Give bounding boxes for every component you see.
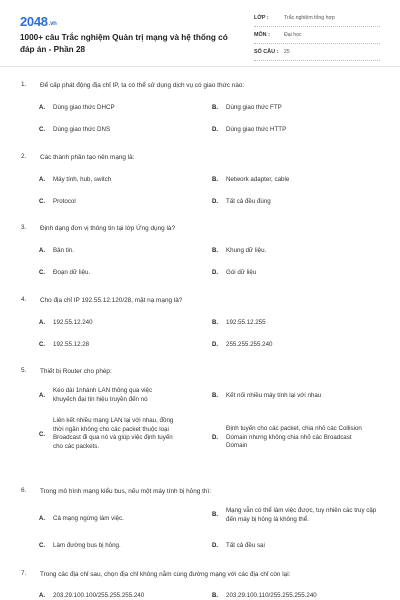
option-text: Mạng vẫn có thể làm việc được, tuy nhiên các truy cập đến máy bị hỏng là không thể. [226,507,377,523]
question-number: 2. [21,153,27,160]
option-letter: D. [212,543,218,549]
page-title: 1000+ câu Trắc nghiệm Quản trị mạng và hệ thống có đáp án - Phần 28 [20,33,228,54]
option-letter: D. [212,127,218,133]
question-text: Thiết bị Router cho phép: [40,368,112,375]
option-text: 192.55.12.255 [226,319,266,326]
option-letter: C. [39,543,45,549]
option-text: Bản tin. [53,247,74,254]
option-letter: C. [39,127,45,133]
option-letter: D. [212,435,218,441]
option-text: Tất cả đều đúng [226,198,271,205]
option-letter: A. [39,593,45,599]
option-text: 192.55.12.28 [53,341,90,348]
option-a[interactable] [39,387,204,407]
question-number: 5. [21,367,27,374]
option-letter: B. [212,593,218,599]
header-divider [0,66,400,67]
option-letter: D. [212,199,218,205]
page-header [0,0,400,66]
option-text: Network adapter, cable [226,176,290,183]
option-letter: A. [39,177,45,183]
option-text: Làm đường bus bị hỏng. [53,542,121,549]
question-number: 7. [21,570,27,577]
meta-label: SỐ CÂU : [254,49,279,55]
meta-value: Trắc nghiệm tổng hợp [284,15,335,21]
meta-label: LỚP : [254,15,269,21]
option-text: Kéo dài 1nhánh LAN thông qua việc khuyếch đại tín hiệu truyền đến nó [53,387,153,403]
question-text: Trong các địa chỉ sau, chọn địa chỉ không nằm cùng đường mạng với các địa chỉ còn lại: [40,571,291,578]
question-number: 1. [21,81,27,88]
option-c[interactable] [39,417,204,455]
logo-text: 2048 [20,14,48,29]
question-number: 3. [21,224,27,231]
option-letter: B. [212,248,218,254]
question-text: Các thành phần tạo nên mạng là: [40,154,135,161]
logo-tld: .vn [48,21,57,27]
option-text: Tất cả đều sai [226,542,265,549]
option-text: Dùng giao thức DHCP [53,104,115,111]
quiz-meta [254,12,380,63]
option-letter: C. [39,432,45,438]
option-text: Gói dữ liệu [226,269,257,276]
option-text: 203.29.100.110/255.255.255.240 [226,592,317,599]
option-letter: C. [39,342,45,348]
option-letter: C. [39,199,45,205]
option-text: Cả mạng ngừng làm việc. [53,515,124,522]
meta-value: 25 [284,49,290,55]
option-text: Protocol [53,198,76,205]
option-letter: A. [39,320,45,326]
option-text: Dùng giao thức HTTP [226,126,287,133]
meta-label: MÔN : [254,32,270,38]
question-text: Định dạng đơn vị thông tin tại lớp Ứng dụng là? [40,225,175,232]
meta-row-class [254,12,380,27]
option-text: Dùng giao thức FTP [226,104,282,111]
option-letter: A. [39,393,45,399]
option-letter: D. [212,342,218,348]
question-text: Trong mô hình mạng kiểu bus, nếu một máy tính bị hỏng thì: [40,488,211,495]
option-letter: A. [39,105,45,111]
meta-row-subject [254,29,380,44]
option-text: Định tuyến cho các packet, chia nhỏ các Collision Domain nhưng không chia nhỏ các Broadcast Domain [226,425,362,450]
option-letter: A. [39,248,45,254]
question-text: Cho địa chỉ IP 192.55.12.120/28, mặt nạ mạng là? [40,297,183,304]
option-text: Khung dữ liệu. [226,247,267,254]
option-letter: C. [39,270,45,276]
meta-row-count [254,46,380,61]
option-text: 203.29.100.100/255.255.255.240 [53,592,145,599]
meta-value: Đại học [284,32,302,38]
option-letter: B. [212,512,218,518]
option-text: Đoạn dữ liệu. [53,269,91,276]
option-letter: B. [212,320,218,326]
option-text: Dùng giao thức DNS [53,126,111,133]
site-logo[interactable] [20,14,57,29]
question-text: Để cấp phát động địa chỉ IP, ta có thể sử dụng dịch vụ có giao thức nào: [40,82,245,89]
question-number: 6. [21,487,27,494]
option-letter: B. [212,393,218,399]
question-number: 4. [21,296,27,303]
option-text: Kết nối nhiều máy tính lại với nhau [226,392,322,399]
option-text: 255.255.255.240 [226,341,273,348]
option-letter: B. [212,105,218,111]
option-b[interactable] [212,507,387,527]
option-letter: A. [39,516,45,522]
option-text: 192.55.12.240 [53,319,93,326]
option-letter: B. [212,177,218,183]
option-letter: D. [212,270,218,276]
option-d[interactable] [212,425,387,451]
option-text: Liên kết nhiều mạng LAN lại với nhau, đồng thời ngăn không cho các packet thuộc loại Broadcast đi qua nó và giúp việc định tuyến cho các packets. [53,417,174,450]
option-text: Máy tính, hub, switch [53,176,112,183]
